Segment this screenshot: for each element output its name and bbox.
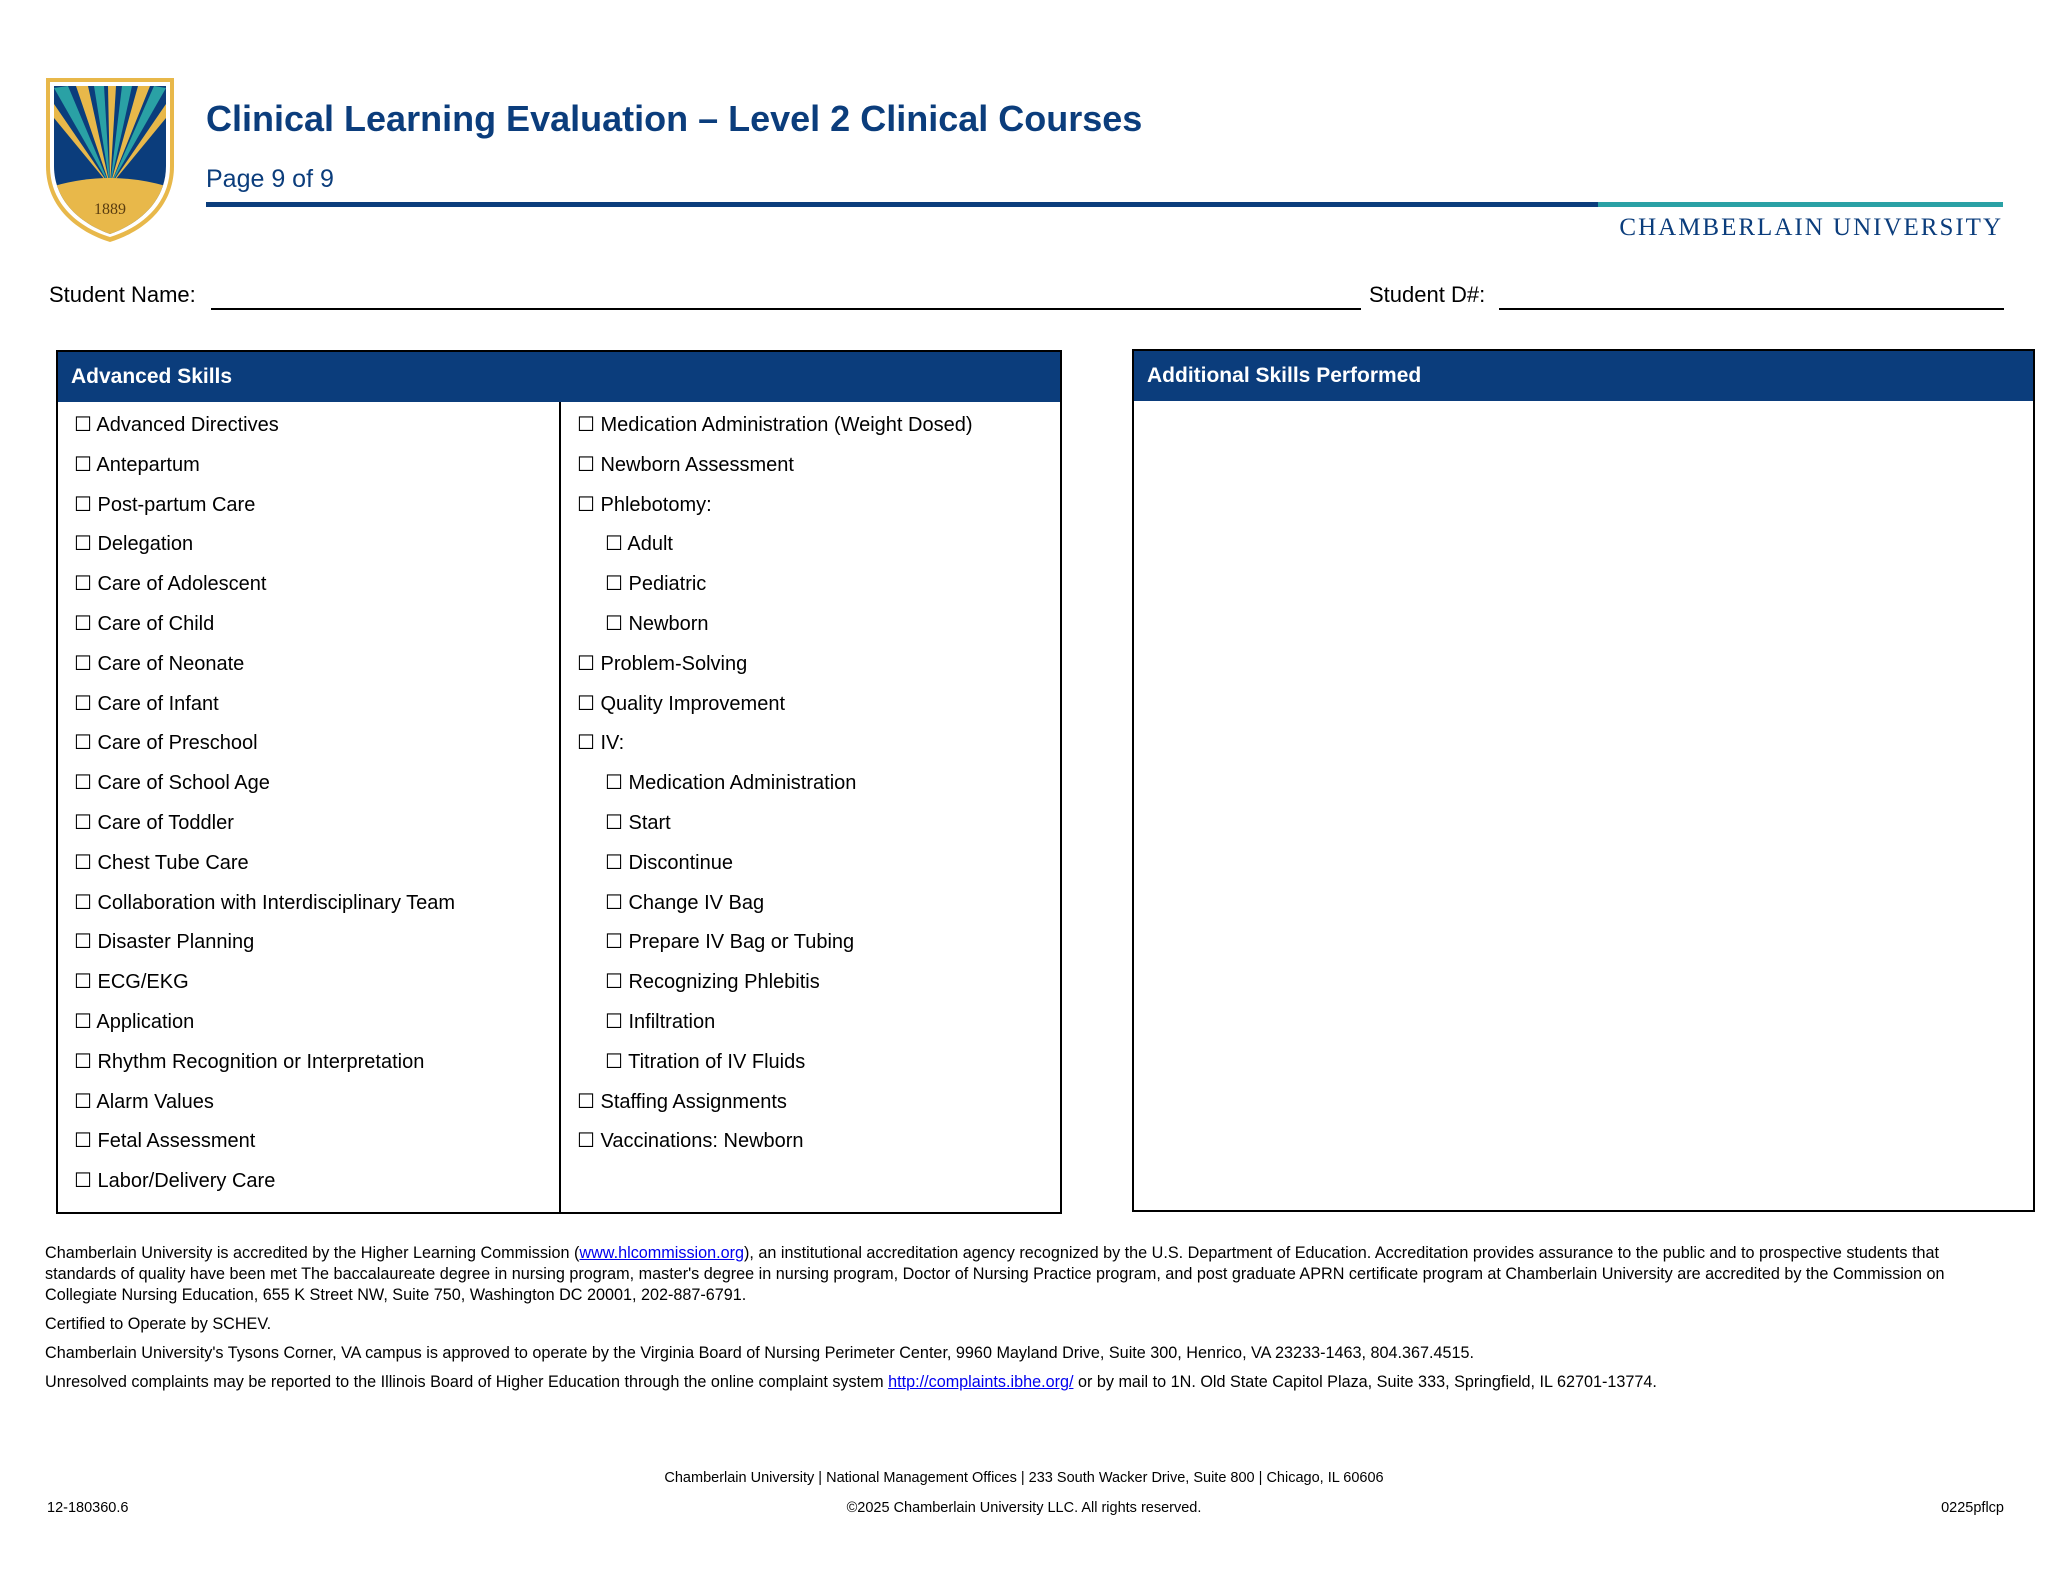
skill-checkbox[interactable]: ☐ Care of School Age bbox=[74, 772, 270, 795]
skill-checkbox[interactable]: ☐ Medication Administration (Weight Dosed) bbox=[577, 414, 973, 436]
skill-checkbox[interactable]: ☐ Care of Neonate bbox=[74, 652, 245, 675]
hlc-link[interactable]: www.hlcommission.org bbox=[579, 1244, 745, 1262]
advanced-skills-left-column bbox=[58, 402, 559, 1212]
skill-checkbox[interactable]: ☐ Delegation bbox=[74, 533, 194, 556]
skill-checkbox[interactable]: ☐ Antepartum bbox=[74, 453, 200, 476]
skill-checkbox[interactable]: ☐ Care of Preschool bbox=[74, 732, 258, 755]
student-name-label: Student Name: bbox=[49, 282, 196, 307]
skill-checkbox[interactable]: ☐ Care of Adolescent bbox=[74, 573, 267, 596]
skill-checkbox[interactable]: ☐ Vaccinations: Newborn bbox=[577, 1130, 804, 1153]
sub-skill-checkbox[interactable]: ☐ Infiltration bbox=[605, 1010, 716, 1033]
svg-text:1889: 1889 bbox=[94, 201, 126, 218]
skill-checkbox[interactable]: ☐ Care of Infant bbox=[74, 692, 219, 715]
skill-checkbox[interactable]: ☐ Labor/Delivery Care bbox=[74, 1170, 276, 1193]
footer-copyright: ©2025 Chamberlain University LLC. All rights reserved. bbox=[846, 1500, 1202, 1516]
sub-skill-checkbox[interactable]: ☐ Recognizing Phlebitis bbox=[605, 971, 820, 994]
complaints-statement: Unresolved complaints may be reported to the Illinois Board of Higher Education through the online complaint system http://complaints.ibhe.org/ or by mail to 1N. Old State Capitol Plaza, Suite 333, Springfield, IL 62701-13774. bbox=[45, 1373, 1657, 1391]
additional-skills-heading: Additional Skills Performed bbox=[1134, 351, 2033, 401]
skill-checkbox[interactable]: ☐ Phlebotomy: bbox=[577, 493, 712, 516]
sub-skill-checkbox[interactable]: ☐ Change IV Bag bbox=[605, 891, 765, 914]
skill-checkbox[interactable]: ☐ Chest Tube Care bbox=[74, 851, 249, 874]
skill-checkbox[interactable]: ☐ Post-partum Care bbox=[74, 493, 256, 516]
skill-checkbox[interactable]: ☐ Newborn Assessment bbox=[577, 453, 794, 476]
additional-skills-entry-area[interactable] bbox=[1134, 401, 2033, 1210]
ibhe-complaints-link[interactable]: http://complaints.ibhe.org/ bbox=[888, 1373, 1074, 1391]
advanced-skills-panel bbox=[56, 350, 1062, 1214]
sub-skill-checkbox[interactable]: ☐ Start bbox=[605, 811, 671, 834]
skill-checkbox[interactable]: ☐ Problem-Solving bbox=[577, 652, 748, 675]
skill-checkbox[interactable]: ☐ IV: bbox=[577, 732, 625, 755]
student-info-line bbox=[49, 280, 2004, 310]
skill-checkbox[interactable]: ☐ Care of Toddler bbox=[74, 811, 234, 834]
sub-skill-checkbox[interactable]: ☐ Titration of IV Fluids bbox=[605, 1050, 806, 1073]
sub-skill-checkbox[interactable]: ☐ Discontinue bbox=[605, 851, 733, 874]
skill-checkbox[interactable]: ☐ Advanced Directives bbox=[74, 414, 279, 436]
university-shield-logo bbox=[42, 74, 178, 242]
university-wordmark: CHAMBERLAIN UNIVERSITY bbox=[1619, 214, 2003, 241]
skill-checkbox[interactable]: ☐ Fetal Assessment bbox=[74, 1130, 256, 1153]
sub-skill-checkbox[interactable]: ☐ Pediatric bbox=[605, 573, 707, 596]
skill-checkbox[interactable]: ☐ ECG/EKG bbox=[74, 971, 189, 994]
accreditation-footnotes bbox=[45, 1243, 2005, 1401]
accreditation-statement: Chamberlain University is accredited by the Higher Learning Commission (www.hlcommission.org), an institutional accreditation agency recognized by the U.S. Department of Education. Accreditation provides assurance to the public and to prospective students that standards of quality have been met The baccalaureate degree in nursing program, master's degree in nursing program, Doctor of Nursing Practice program, and post graduate APRN certificate program at Chamberlain University are accredited by the Commission on Collegiate Nursing Education, 655 K Street NW, Suite 750, Washington DC 20001, 202-887-6791. bbox=[45, 1244, 1945, 1304]
skill-checkbox[interactable]: ☐ Care of Child bbox=[74, 612, 215, 635]
student-id-label: Student D#: bbox=[1369, 282, 1486, 307]
schev-statement: Certified to Operate by SCHEV. bbox=[45, 1315, 272, 1333]
skill-checkbox[interactable]: ☐ Staffing Assignments bbox=[577, 1090, 787, 1113]
additional-skills-panel bbox=[1132, 349, 2035, 1212]
student-id-field[interactable] bbox=[1499, 308, 2004, 310]
header-rule-navy bbox=[206, 202, 1598, 207]
footer-address: Chamberlain University | National Management Offices | 233 South Wacker Drive, Suite 800 | Chicago, IL 60606 bbox=[664, 1470, 1384, 1486]
sub-skill-checkbox[interactable]: ☐ Newborn bbox=[605, 612, 709, 635]
sub-skill-checkbox[interactable]: ☐ Medication Administration bbox=[605, 772, 857, 795]
skill-checkbox[interactable]: ☐ Rhythm Recognition or Interpretation bbox=[74, 1050, 425, 1073]
skill-checkbox[interactable]: ☐ Collaboration with Interdisciplinary Team bbox=[74, 891, 456, 914]
skill-checkbox[interactable]: ☐ Disaster Planning bbox=[74, 931, 255, 954]
skill-checkbox[interactable]: ☐ Application bbox=[74, 1010, 195, 1033]
advanced-skills-right-column bbox=[559, 402, 1062, 1212]
advanced-skills-heading: Advanced Skills bbox=[58, 352, 1060, 402]
skill-checkbox[interactable]: ☐ Alarm Values bbox=[74, 1090, 214, 1113]
tysons-statement: Chamberlain University's Tysons Corner, VA campus is approved to operate by the Virginia Board of Nursing Perimeter Center, 9960 Mayland Drive, Suite 300, Henrico, VA 23233-1463, 804.367.4515. bbox=[45, 1344, 1474, 1362]
page-title: Clinical Learning Evaluation – Level 2 Clinical Courses bbox=[206, 98, 1143, 139]
header-rule-teal bbox=[1598, 202, 2003, 207]
sub-skill-checkbox[interactable]: ☐ Adult bbox=[605, 533, 673, 556]
page-number: Page 9 of 9 bbox=[206, 165, 334, 193]
sub-skill-checkbox[interactable]: ☐ Prepare IV Bag or Tubing bbox=[605, 931, 855, 954]
footer-form-code: 0225pflcp bbox=[1941, 1500, 2004, 1516]
footer-document-number: 12-180360.6 bbox=[47, 1500, 129, 1516]
student-name-field[interactable] bbox=[211, 308, 1361, 310]
skill-checkbox[interactable]: ☐ Quality Improvement bbox=[577, 692, 785, 715]
